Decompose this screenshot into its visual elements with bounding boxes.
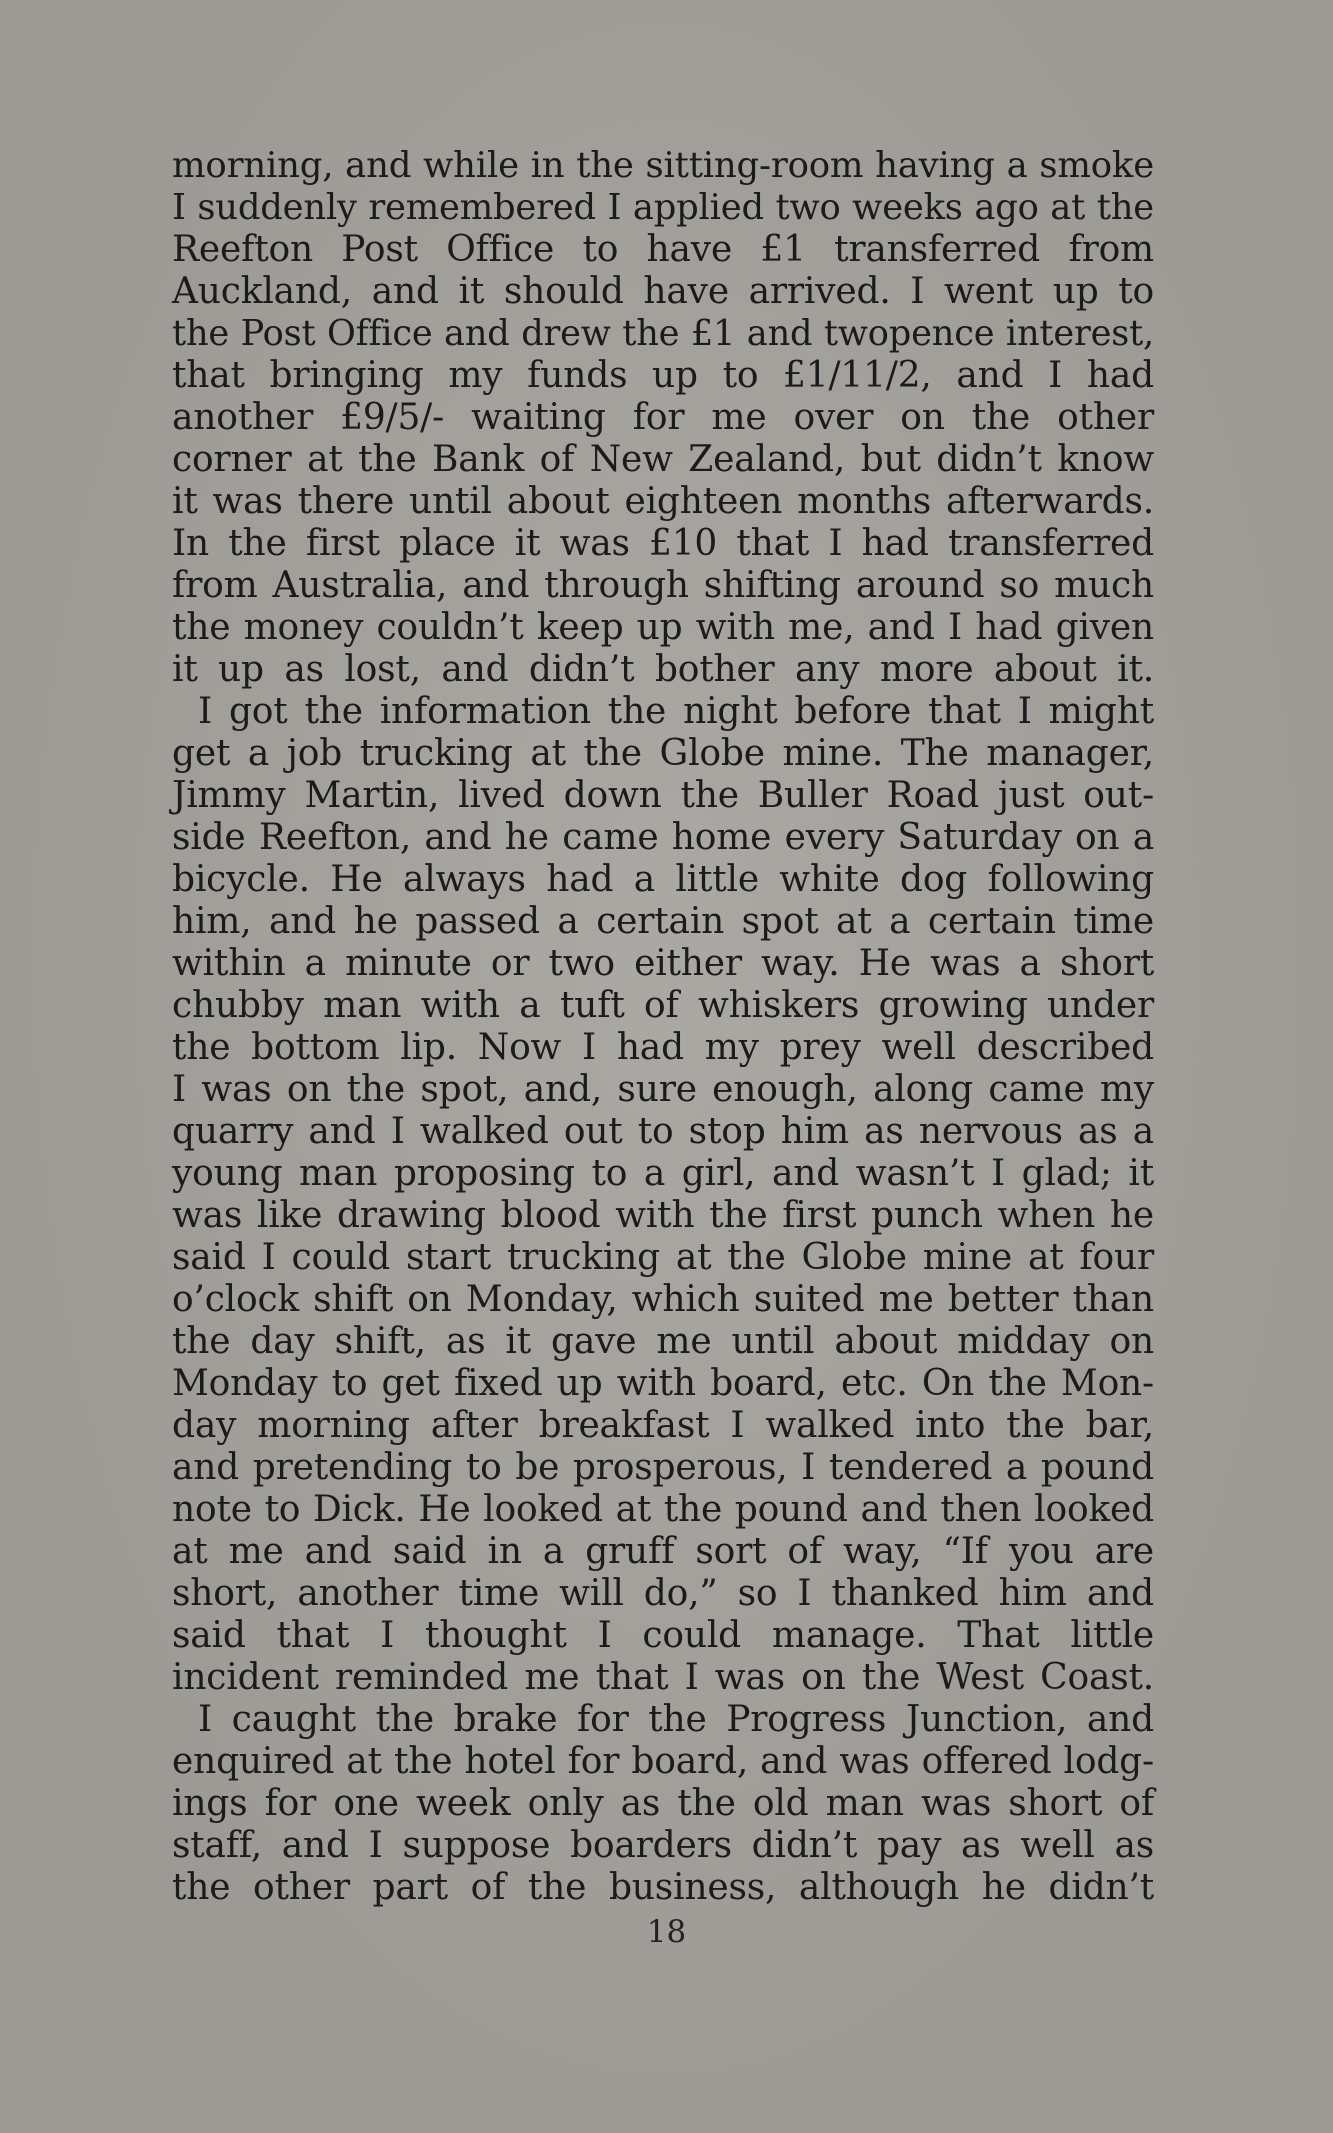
text-line: morning, and while in the sitting-room having a smoke: [172, 145, 1154, 186]
text-line: said that I thought I could manage. That little: [172, 1615, 1154, 1656]
text-line: o’clock shift on Monday, which suited me better than: [172, 1279, 1154, 1320]
text-line: young man proposing to a girl, and wasn’t I glad; it: [172, 1153, 1154, 1194]
text-line: I got the information the night before that I might: [198, 691, 1154, 732]
text-line: was like drawing blood with the first punch when he: [172, 1195, 1154, 1236]
text-line: In the first place it was £10 that I had transferred: [172, 523, 1154, 564]
text-line: from Australia, and through shifting around so much: [172, 565, 1154, 606]
text-line: I was on the spot, and, sure enough, along came my: [172, 1069, 1154, 1110]
text-line: Reefton Post Office to have £1 transferred from: [172, 229, 1154, 270]
text-line: the Post Office and drew the £1 and twopence interest,: [172, 313, 1154, 354]
text-line: the other part of the business, although he didn’t: [172, 1867, 1154, 1908]
text-line: Jimmy Martin, lived down the Buller Road just out-: [172, 775, 1154, 816]
text-line: at me and said in a gruff sort of way, “If you are: [172, 1531, 1154, 1572]
text-line: the money couldn’t keep up with me, and I had given: [172, 607, 1154, 648]
text-line: it was there until about eighteen months afterwards.: [172, 481, 1154, 522]
text-line: I suddenly remembered I applied two weeks ago at the: [172, 187, 1154, 228]
text-line: that bringing my funds up to £1/11/2, and I had: [172, 355, 1154, 396]
text-line: said I could start trucking at the Globe mine at four: [172, 1237, 1154, 1278]
text-line: it up as lost, and didn’t bother any more about it.: [172, 649, 1154, 690]
text-line: side Reefton, and he came home every Saturday on a: [172, 817, 1154, 858]
text-line: staff, and I suppose boarders didn’t pay as well as: [172, 1825, 1154, 1866]
text-line: quarry and I walked out to stop him as nervous as a: [172, 1111, 1154, 1152]
text-line: enquired at the hotel for board, and was offered lodg-: [172, 1741, 1154, 1782]
text-line: Auckland, and it should have arrived. I went up to: [172, 271, 1154, 312]
text-line: and pretending to be prosperous, I tendered a pound: [172, 1447, 1154, 1488]
text-line: bicycle. He always had a little white dog following: [172, 859, 1154, 900]
text-line: ings for one week only as the old man was short of: [172, 1783, 1154, 1824]
text-line: within a minute or two either way. He was a short: [172, 943, 1154, 984]
text-line: corner at the Bank of New Zealand, but didn’t know: [172, 439, 1154, 480]
text-line: note to Dick. He looked at the pound and then looked: [172, 1489, 1154, 1530]
text-line: incident reminded me that I was on the West Coast.: [172, 1657, 1154, 1698]
text-line: chubby man with a tuft of whiskers growing under: [172, 985, 1154, 1026]
text-line: Monday to get fixed up with board, etc. On the Mon-: [172, 1363, 1154, 1404]
text-line: I caught the brake for the Progress Junction, and: [198, 1699, 1154, 1740]
text-line: short, another time will do,” so I thanked him and: [172, 1573, 1154, 1614]
body-text: [172, 145, 1154, 1909]
text-line: the bottom lip. Now I had my prey well described: [172, 1027, 1154, 1068]
text-line: day morning after breakfast I walked into the bar,: [172, 1405, 1154, 1446]
text-line: him, and he passed a certain spot at a certain time: [172, 901, 1154, 942]
text-line: another £9/5/- waiting for me over on the other: [172, 397, 1154, 438]
page-number: 18: [646, 1914, 687, 1950]
text-line: the day shift, as it gave me until about midday on: [172, 1321, 1154, 1362]
text-line: get a job trucking at the Globe mine. The manager,: [172, 733, 1154, 774]
